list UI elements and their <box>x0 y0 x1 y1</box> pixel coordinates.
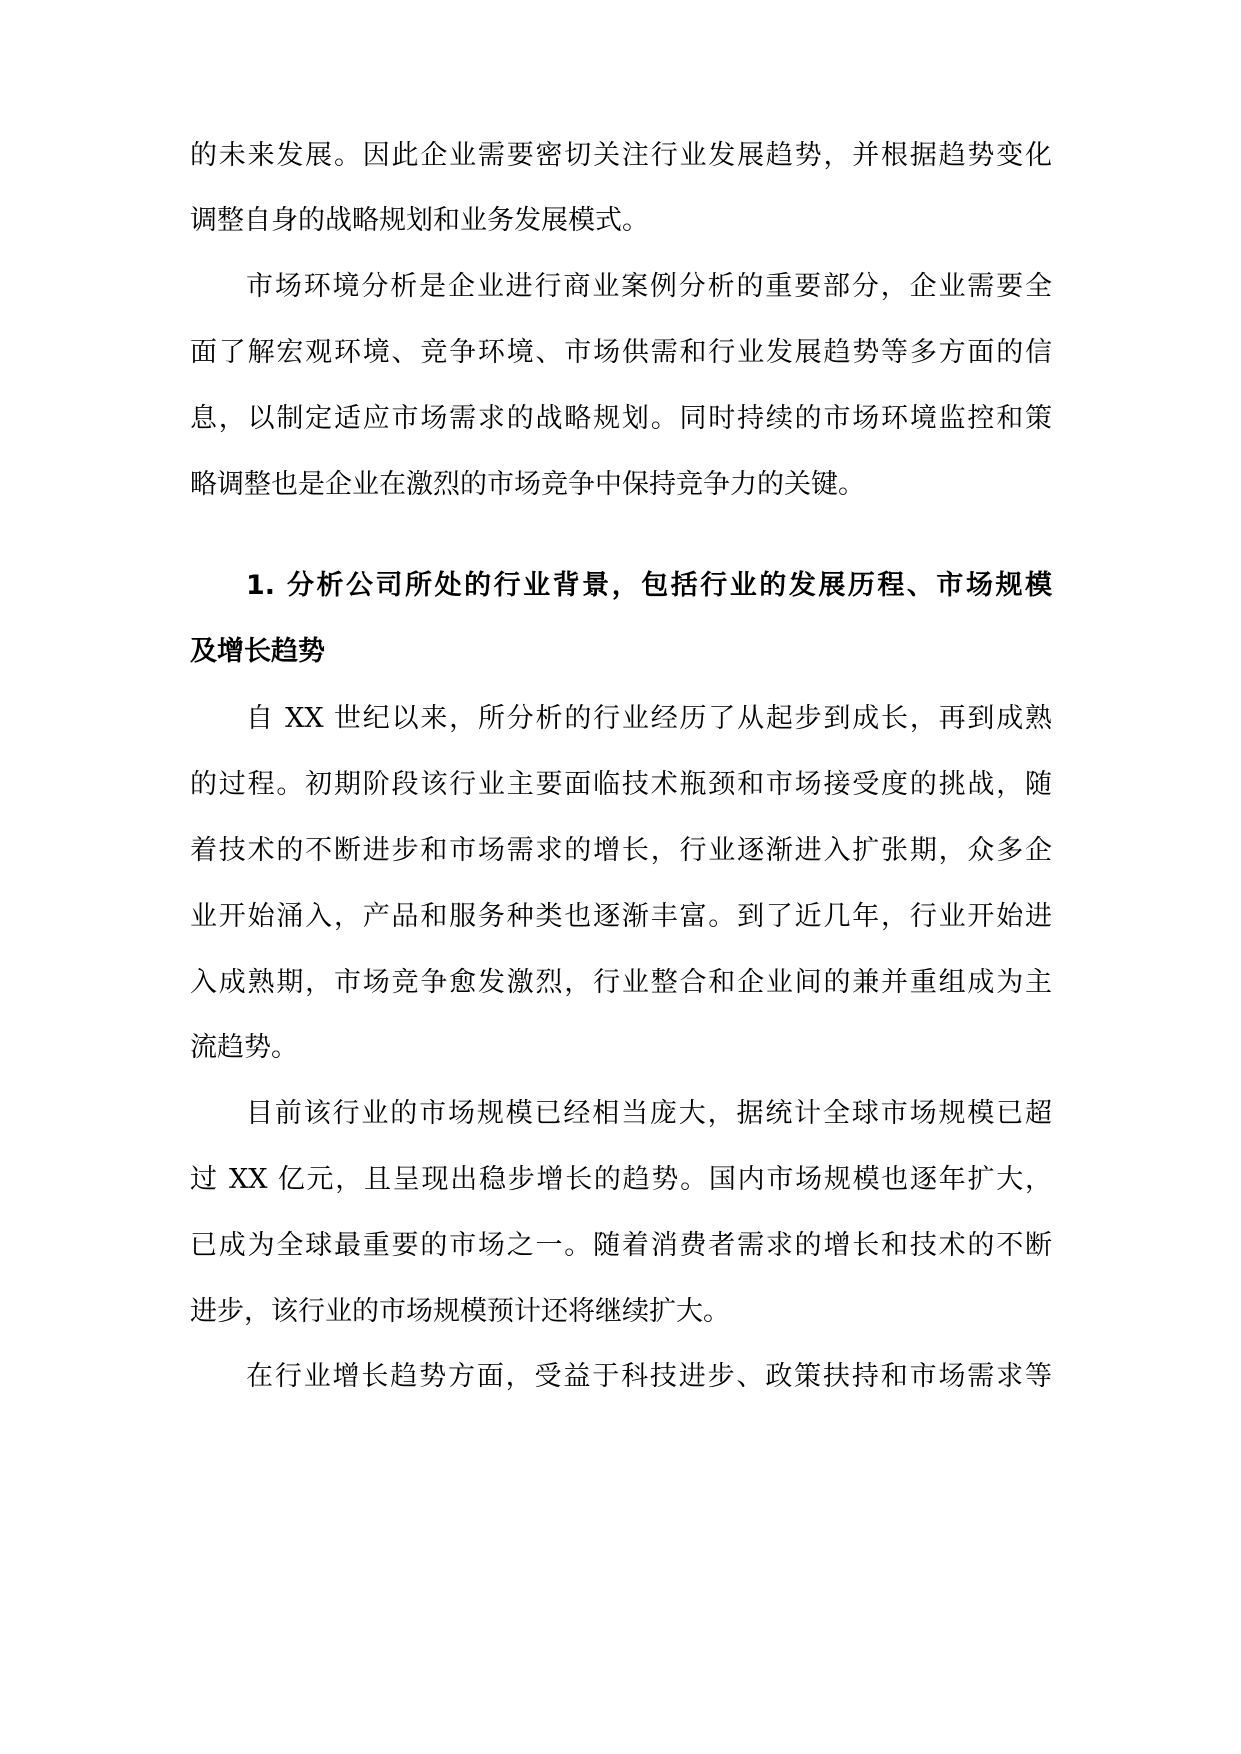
paragraph-line: 业开始涌入，产品和服务种类也逐渐丰富。到了近几年，行业开始进 <box>190 901 1052 932</box>
paragraph-line: 的未来发展。因此企业需要密切关注行业发展趋势，并根据趋势变化 <box>190 140 1052 171</box>
paragraph-line: 息，以制定适应市场需求的战略规划。同时持续的市场环境监控和策 <box>190 403 1052 434</box>
paragraph-line: 市场环境分析是企业进行商业案例分析的重要部分，企业需要全 <box>246 271 1052 302</box>
paragraph-line: 进步，该行业的市场规模预计还将继续扩大。 <box>190 1296 730 1327</box>
section-heading: 及增长趋势 <box>190 636 325 667</box>
paragraph-line: 着技术的不断进步和市场需求的增长，行业逐渐进入扩张期，众多企 <box>190 835 1052 866</box>
paragraph-line: 目前该行业的市场规模已经相当庞大，据统计全球市场规模已超 <box>246 1098 1052 1129</box>
section-heading: 1. 分析公司所处的行业背景，包括行业的发展历程、市场规模 <box>246 570 1052 601</box>
paragraph-line: 已成为全球最重要的市场之一。随着消费者需求的增长和技术的不断 <box>190 1230 1052 1261</box>
paragraph-line: 的过程。初期阶段该行业主要面临技术瓶颈和市场接受度的挑战，随 <box>190 769 1052 800</box>
paragraph-line: 在行业增长趋势方面，受益于科技进步、政策扶持和市场需求等 <box>246 1361 1052 1392</box>
paragraph-line: 流趋势。 <box>190 1032 298 1063</box>
paragraph-line: 自 XX 世纪以来，所分析的行业经历了从起步到成长，再到成熟 <box>246 703 1052 734</box>
paragraph-line: 面了解宏观环境、竞争环境、市场供需和行业发展趋势等多方面的信 <box>190 337 1052 368</box>
paragraph-line: 调整自身的战略规划和业务发展模式。 <box>190 205 649 236</box>
paragraph-line: 入成熟期，市场竞争愈发激烈，行业整合和企业间的兼并重组成为主 <box>190 967 1052 998</box>
paragraph-line: 略调整也是企业在激烈的市场竞争中保持竞争力的关键。 <box>190 469 865 500</box>
paragraph-line: 过 XX 亿元，且呈现出稳步增长的趋势。国内市场规模也逐年扩大， <box>190 1164 1052 1195</box>
